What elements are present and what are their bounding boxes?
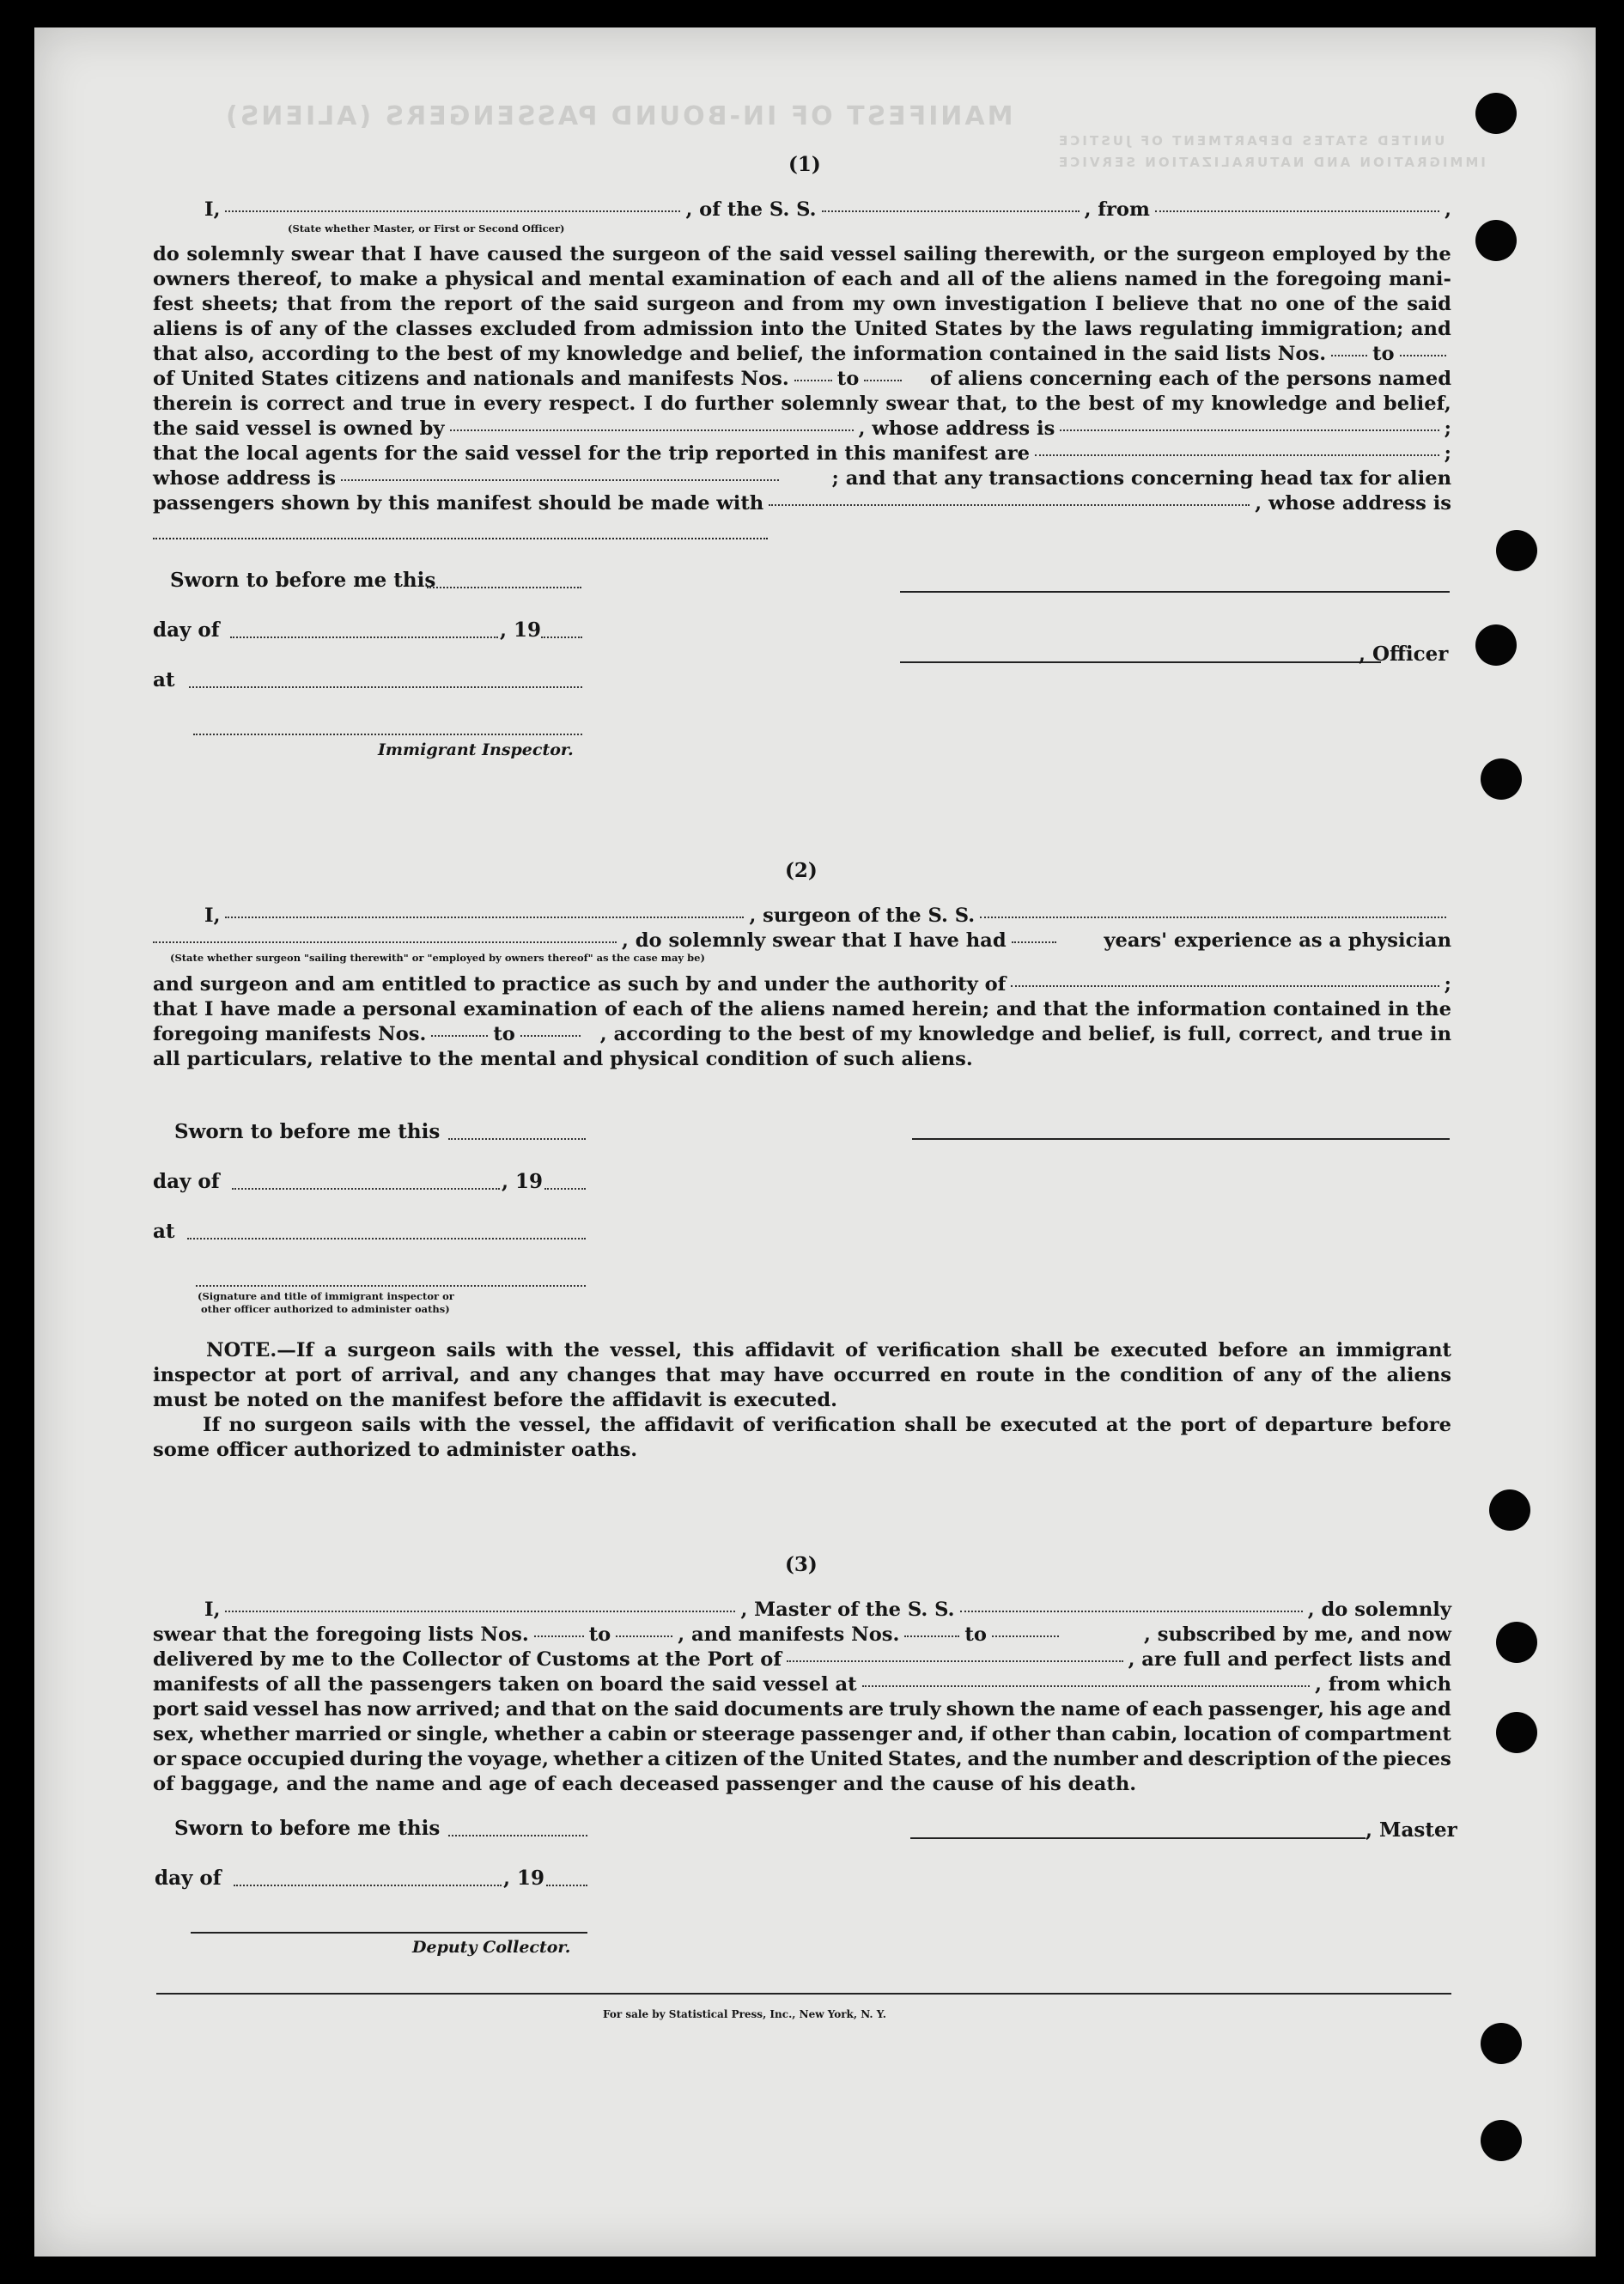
s2-l3a: and surgeon and am entitled to practice as such by and under the authority of [153,973,1007,996]
binder-hole [1475,220,1517,261]
s3-line7: or space occupied during the voyage, whether a citizen of the United States, and the number and description of the pieces [153,1748,1451,1770]
s1-line2: do solemnly swear that I have caused the surgeon of the said vessel sailing therewith, or the surgeon employed by the [153,243,1451,265]
s1-line5: aliens is of any of the classes excluded from admission into the United States by the laws regulating immigration; and [153,318,1451,340]
section-2-number: (2) [785,859,818,882]
s1-year-field[interactable] [541,636,582,638]
owner-address-field[interactable] [1060,429,1438,431]
lists-to-field[interactable] [1400,354,1446,356]
s2-sworn-field[interactable] [448,1138,586,1140]
s3-l4b: , from which [1315,1673,1451,1696]
s1-line12 [153,491,1451,516]
s1-sworn-field[interactable] [427,587,581,588]
footer-printer: For sale by Statistical Press, Inc., New York, N. Y. [603,2008,886,2020]
s2-sworn-label: Sworn to before me this [174,1120,441,1143]
s3-year-label: , 19 [503,1867,545,1890]
s3-l3a: delivered by me to the Collector of Customs at the Port of [153,1648,782,1671]
s3-vessel-field[interactable] [960,1610,1303,1612]
s3-manifests-to-field[interactable] [992,1635,1059,1637]
s1-i: I, [204,198,221,221]
s1-l6b: to [1372,343,1395,365]
s1-at-field[interactable] [189,686,582,688]
ghost-header-title: MANIFEST OF IN-BOUND PASSENGERS (ALIENS) [223,101,1013,131]
s2-sig-hint-2: other officer authorized to administer oaths) [201,1303,450,1315]
s2-note-2: If no surgeon sails with the vessel, the affidavit of verification shall be executed at the port of departure before some officer authorized to administer oaths. [153,1414,1451,1461]
s1-l7a: of United States citizens and nationals and manifests Nos. [153,368,789,390]
s1-at-label: at [153,668,175,691]
s1-year-label: , 19 [500,618,542,642]
s1-inspector-label: Immigrant Inspector. [378,740,574,759]
officer-hint: (State whether Master, or First or Second Officer) [288,222,565,234]
s1-day-field[interactable] [230,636,498,638]
s3-lists-to-field[interactable] [616,1635,672,1637]
s2-i: I, [204,904,221,927]
binder-hole [1481,2023,1522,2064]
s1-master-sign-line[interactable] [900,591,1450,593]
manifests-to-field[interactable] [864,379,902,381]
s1-l9c: ; [1444,417,1451,440]
s2-year-field[interactable] [544,1188,586,1190]
s3-l2e: , subscribed by me, and now [1144,1623,1451,1646]
s1-line1 [153,198,1451,222]
s1-l11a: whose address is [153,467,337,490]
ghost-header-line2: UNITED STATES DEPARTMENT OF JUSTICE [1056,133,1445,149]
head-tax-party-field[interactable] [769,503,1250,506]
s2-line3 [153,972,1451,997]
s3-lists-from-field[interactable] [534,1635,584,1637]
s3-collector-sign-line[interactable] [191,1932,587,1934]
surgeon-type-field[interactable] [153,941,617,943]
s2-at-label: at [153,1220,175,1243]
s3-manifests-from-field[interactable] [904,1635,959,1637]
s3-master-label: , Master [1365,1818,1457,1842]
s2-note-1: NOTE.—If a surgeon sails with the vessel, this affidavit of verification shall be executed before an immigrant inspector at port of arrival, and any changes that may have occurred en route in the condition of any of the aliens must be noted on the manifest before the affidavit is executed. [153,1339,1451,1411]
s1-day-label: day of [153,618,220,642]
binder-hole [1496,530,1537,571]
s2-l2a: , do solemnly swear that I have had [622,929,1007,952]
s2-manifests-from-field[interactable] [431,1034,488,1037]
vessel-name-field[interactable] [822,210,1080,212]
section-3-number: (3) [785,1553,818,1576]
owner-field[interactable] [450,429,854,431]
surgeon-hint: (State whether surgeon "sailing therewith" or "employed by owners thereof" as the case may be) [170,952,705,964]
s3-l2b: to [588,1623,611,1646]
lists-from-field[interactable] [1331,354,1367,356]
footer-rule [156,1993,1451,1995]
s3-line4 [153,1672,1451,1697]
s1-l10a: that the local agents for the said vessel for the trip reported in this manifest are [153,442,1030,465]
s1-officer-label: , Officer [1359,643,1449,666]
s1-line3: owners thereof, to make a physical and mental examination of each and all of the aliens named in the foregoing mani- [153,268,1451,290]
s2-surgeon-ss: , surgeon of the S. S. [749,904,976,927]
s3-solemnly: , do solemnly [1307,1599,1451,1621]
s1-l7b: to [836,368,860,390]
s1-l12b: , whose address is [1255,492,1451,515]
s3-year-field[interactable] [546,1885,587,1886]
s3-line6: sex, whether married or single, whether a cabin or steerage passenger and, if other than cabin, location of compartment [153,1723,1451,1745]
departure-port-field[interactable] [1155,210,1439,212]
s3-l4a: manifests of all the passengers taken on board the said vessel at [153,1673,857,1696]
s1-sworn-label: Sworn to before me this [170,569,436,592]
s2-sig-hint-1: (Signature and title of immigrant inspector or [198,1290,454,1302]
s3-day-label: day of [155,1867,222,1890]
s1-l12a: passengers shown by this manifest should be made with [153,492,764,515]
s1-of-ss: , of the S. S. [685,198,817,221]
s1-line6 [153,342,1451,367]
local-agents-field[interactable] [1035,454,1439,456]
s1-l9a: the said vessel is owned by [153,417,445,440]
binder-hole [1481,758,1522,800]
binder-hole [1496,1712,1537,1753]
agents-address-field[interactable] [341,478,779,481]
s2-l2b: years' experience as a physician [1104,929,1451,952]
s1-line9 [153,417,1451,442]
s2-line1 [153,904,1451,929]
s1-comma: , [1445,198,1451,221]
practice-authority-field[interactable] [1011,984,1438,987]
s3-line5: port said vessel has now arrived; and that on the said documents are truly shown the name of each passenger, his age and [153,1698,1451,1721]
s2-manifests-to-field[interactable] [520,1034,581,1037]
s2-vessel-field[interactable] [980,916,1446,918]
s1-l9b: , whose address is [858,417,1055,440]
ghost-header-line3: IMMIGRATION AND NATURALIZATION SERVICE [1056,155,1486,170]
s2-year-label: , 19 [502,1170,544,1193]
binder-hole [1489,1489,1530,1531]
s2-day-label: day of [153,1170,220,1193]
boarding-port-field[interactable] [862,1684,1311,1687]
s2-line5 [153,1022,1451,1047]
s3-master-ss: , Master of the S. S. [740,1599,955,1621]
s3-sworn-label: Sworn to before me this [174,1817,441,1840]
s2-inspector-sign-line[interactable] [196,1285,586,1287]
s2-at-field[interactable] [187,1238,586,1239]
s2-l5c: , according to the best of my knowledge and belief, is full, correct, and true in [599,1023,1451,1045]
s1-from: , from [1084,198,1150,221]
binder-hole [1481,2120,1522,2161]
s1-line7 [153,367,1451,392]
officer-name-field[interactable] [225,210,680,212]
s1-l10b: ; [1444,442,1451,465]
s1-l7c: of aliens concerning each of the persons named [929,368,1451,390]
s3-line3 [153,1648,1451,1672]
s1-line4: fest sheets; that from the report of the said surgeon and from my own investigation I believe that no one of the said [153,293,1451,315]
customs-port-field[interactable] [787,1660,1122,1662]
s3-l2c: , and manifests Nos. [678,1623,900,1646]
s3-line8: of baggage, and the name and age of each deceased passenger and the cause of his death. [153,1773,1137,1795]
s2-line2 [153,929,1451,953]
binder-hole [1496,1622,1537,1663]
s3-l2a: swear that the foregoing lists Nos. [153,1623,529,1646]
s2-day-field[interactable] [232,1188,500,1190]
s1-l6a: that also, according to the best of my knowledge and belief, the information contained in the said lists Nos. [153,343,1327,365]
surgeon-name-field[interactable] [225,916,744,918]
master-name-field[interactable] [225,1610,735,1612]
s3-sworn-field[interactable] [448,1835,587,1836]
s3-l2d: to [964,1623,987,1646]
s3-i: I, [204,1599,221,1621]
s3-day-field[interactable] [234,1885,502,1886]
s1-line8: therein is correct and true in every respect. I do further solemnly swear that, to the best of my knowledge and belief, [153,393,1451,415]
s3-line2 [153,1623,1451,1648]
s3-master-sign-line[interactable] [910,1837,1365,1839]
s1-officer-sign-line[interactable] [900,661,1381,663]
binder-hole [1475,624,1517,666]
s3-collector-label: Deputy Collector. [412,1938,571,1957]
s2-l5b: to [493,1023,515,1045]
s2-line6: all particulars, relative to the mental and physical condition of such aliens. [153,1048,973,1070]
s2-surgeon-sign-line[interactable] [912,1138,1450,1140]
years-experience-field[interactable] [1012,941,1056,943]
binder-hole [1475,93,1517,134]
s1-line10 [153,442,1451,466]
s1-l11b: ; and that any transactions concerning head tax for alien [831,467,1451,490]
s1-inspector-sign-line[interactable] [193,734,582,735]
s3-line1 [153,1598,1451,1623]
section-1-number: (1) [788,153,821,176]
s3-l3b: , are full and perfect lists and [1128,1648,1451,1671]
s2-l3b: ; [1444,973,1451,996]
s1-line11 [153,466,1451,491]
s2-l5a: foregoing manifests Nos. [153,1023,427,1045]
manifests-from-field[interactable] [794,379,832,381]
s2-line4: that I have made a personal examination of each of the aliens named herein; and that the information contained in the [153,998,1451,1020]
head-tax-address-line[interactable] [153,538,768,539]
